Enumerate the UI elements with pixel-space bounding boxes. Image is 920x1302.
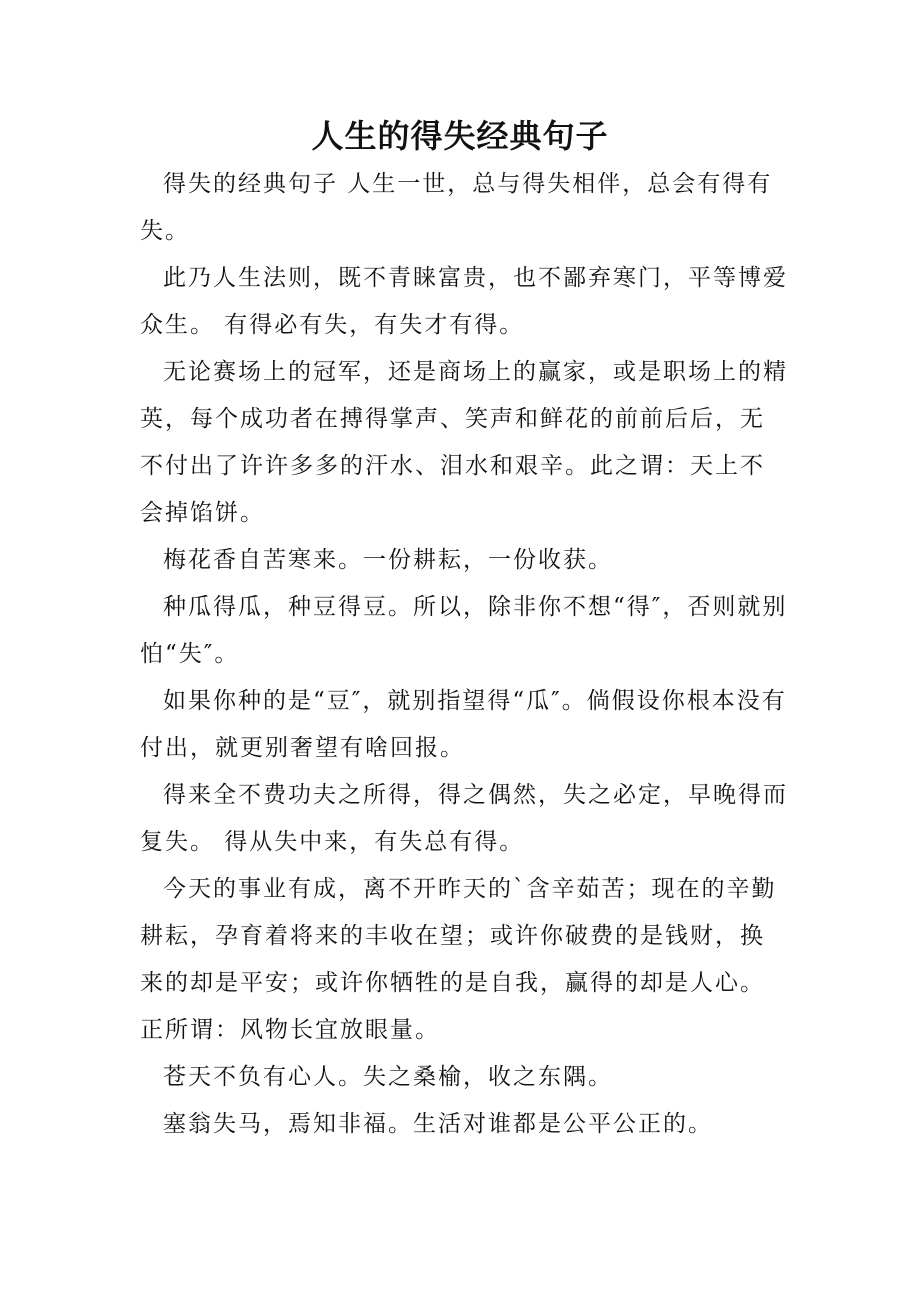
paragraph-7: 得来全不费功夫之所得，得之偶然，失之必定，早晚得而复失。 得从失中来，有失总有得。 bbox=[140, 782, 788, 855]
paragraph-2: 此乃人生法则，既不青睐富贵，也不鄙弃寒门，平等博爱众生。 有得必有失，有失才有得。 bbox=[140, 265, 788, 338]
document-title: 人生的得失经典句子 bbox=[311, 117, 609, 155]
paragraph-9: 苍天不负有心人。失之桑榆，收之东隅。 bbox=[163, 1064, 613, 1090]
paragraph-8: 今天的事业有成，离不开昨天的`含辛茹苦；现在的辛勤耕耘，孕育着将来的丰收在望；或许你破费的是钱财，换来的却是平安；或许你牺牲的是自我，赢得的却是人心。正所谓：风物长宜放眼量。 bbox=[140, 876, 777, 1043]
paragraph-3: 无论赛场上的冠军，还是商场上的赢家，或是职场上的精英，每个成功者在搏得掌声、笑声和鲜花的前前后后，无不付出了许许多多的汗水、泪水和艰辛。此之谓：天上不会掉馅饼。 bbox=[140, 359, 788, 526]
document-body bbox=[140, 161, 788, 1148]
paragraph-1: 得失的经典句子 人生一世，总与得失相伴，总会有得有失。 bbox=[140, 171, 773, 244]
paragraph-4: 梅花香自苦寒来。一份耕耘，一份收获。 bbox=[163, 547, 613, 573]
paragraph-6: 如果你种的是“豆″，就别指望得“瓜″。倘假设你根本没有付出，就更别奢望有啥回报。 bbox=[140, 688, 787, 761]
paragraph-5: 种瓜得瓜，种豆得豆。所以，除非你不想“得″，否则就别怕“失″。 bbox=[140, 594, 788, 667]
paragraph-10: 塞翁失马，焉知非福。生活对谁都是公平公正的。 bbox=[163, 1111, 713, 1137]
